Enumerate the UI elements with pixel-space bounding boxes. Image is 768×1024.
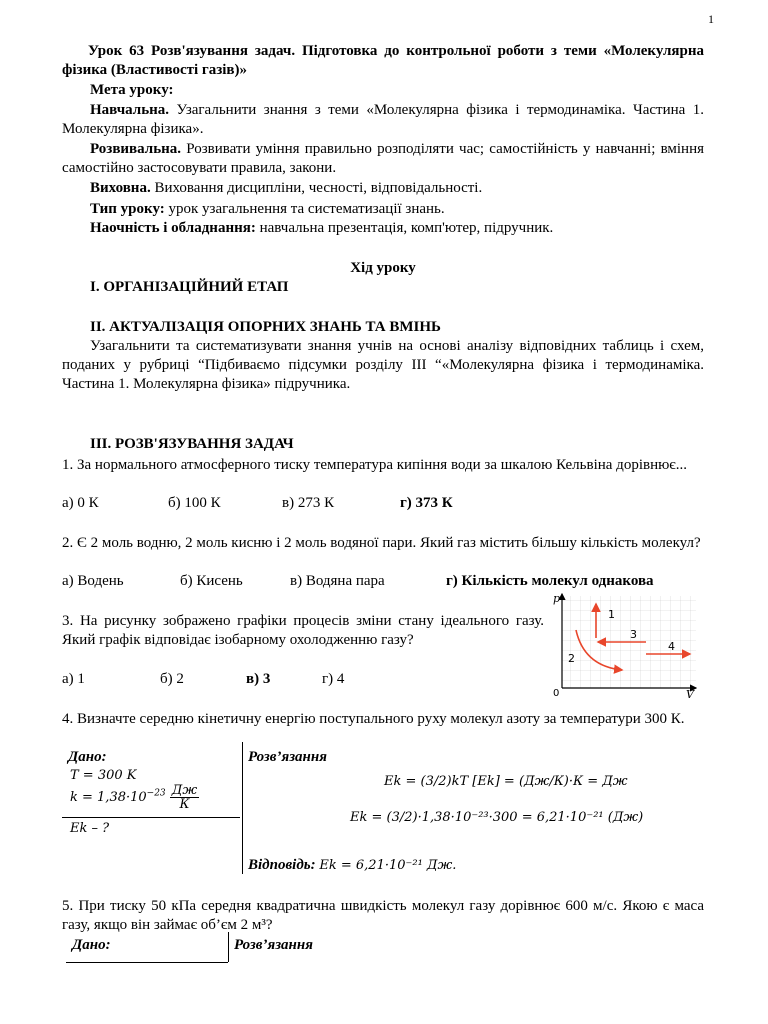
task-4-answer-value: Ek = 6,21·10⁻²¹ Дж. <box>319 858 457 873</box>
upb-label: Виховна. <box>90 180 151 196</box>
task-5-given-label: Дано: <box>72 937 111 953</box>
section-3-heading: III. РОЗВ'ЯЗУВАННЯ ЗАДАЧ <box>90 436 294 452</box>
task-3-option-a: а) 1 <box>62 671 85 687</box>
task-3-option-c: в) 3 <box>246 671 271 687</box>
task-4-given-divider <box>62 817 240 818</box>
edu-label: Навчальна. <box>90 102 170 118</box>
page-number: 1 <box>708 12 714 26</box>
given-k-unit <box>170 784 199 811</box>
task-4-answer <box>248 856 456 875</box>
goal-developmental <box>62 140 704 178</box>
task-4-formula-1: Ek = (3/2)kT [Ek] = (Дж/К)·К = Дж <box>384 774 628 789</box>
goal-label: Мета уроку: <box>90 82 174 98</box>
given-k-base: k = 1,38·10 <box>70 790 147 805</box>
task-2-text: 2. Є 2 моль водню, 2 моль кисню і 2 моль водяної пари. Який газ містить більшу кількість молекул? <box>62 535 701 551</box>
graph-label-4: 4 <box>668 640 675 653</box>
task-4-solution-label: Розв’язання <box>248 749 327 765</box>
task-5-solution-label: Розв’язання <box>234 937 313 953</box>
lesson-title <box>62 42 704 80</box>
equip-label: Наочність і обладнання: <box>90 220 256 236</box>
graph-y-label: p <box>553 592 561 605</box>
upb-text: Виховання дисципліни, чесності, відповідальності. <box>154 180 483 196</box>
section-2-text <box>62 337 704 394</box>
lesson-equipment <box>90 219 553 238</box>
edu-text: Узагальнити знання з теми «Молекулярна фізика і термодинаміка. Частина 1. Молекулярна фізика». <box>62 102 705 137</box>
type-label: Тип уроку: <box>90 201 165 217</box>
task-1-option-b: б) 100 К <box>168 495 221 511</box>
dev-text: Розвивати уміння правильно розподіляти час; самостійність у навчанні; вміння самостійно застосовувати правила, закони. <box>62 141 705 176</box>
task-1-option-c: в) 273 К <box>282 495 335 511</box>
given-k-exp: −23 <box>146 788 166 799</box>
given-k-unit-den: К <box>179 797 190 812</box>
equip-text: навчальна презентація, комп'ютер, підручник. <box>259 220 554 236</box>
course-title: Хід уроку <box>350 260 416 276</box>
task-4-find: Ek – ? <box>70 821 110 836</box>
given-k-unit-num: Дж <box>171 783 198 798</box>
dev-label: Розвивальна. <box>90 141 182 157</box>
goal-upbringing <box>90 179 482 198</box>
graph-x-label: V <box>686 688 694 700</box>
graph-label-1: 1 <box>608 608 615 621</box>
section-2-heading: II. АКТУАЛІЗАЦІЯ ОПОРНИХ ЗНАНЬ ТА ВМІНЬ <box>90 319 441 335</box>
task-4-given-2 <box>70 784 199 811</box>
goal-educational <box>62 101 704 139</box>
task-4-text: 4. Визначте середню кінетичну енергію поступального руху молекул азоту за температури 300 К. <box>62 711 685 727</box>
section-2-body: Узагальнити та систематизувати знання учнів на основі аналізу відповідних таблиць і схем, поданих у рубриці “Підбиваємо підсумки розділу ІІІ “«Молекулярна фізика і термодинаміка. Частина 1. Молекулярна фізика» підручника. <box>62 338 704 392</box>
task-3-graph <box>550 590 700 700</box>
task-3-option-d: г) 4 <box>322 671 345 687</box>
graph-label-2: 2 <box>568 652 575 665</box>
lesson-number: Урок 63 <box>88 43 145 59</box>
graph-label-3: 3 <box>630 628 637 641</box>
graph-origin: 0 <box>553 688 560 699</box>
task-4-given-label: Дано: <box>68 749 107 765</box>
task-5-given-divider <box>66 962 228 963</box>
task-4-answer-label: Відповідь: <box>248 857 316 873</box>
task-5-text: 5. При тиску 50 кПа середня квадратична швидкість молекул газу дорівнює 600 м/с. Якою є маса газу, якщо він займає об’єм 2 м³? <box>62 898 704 933</box>
task-2-option-b: б) Кисень <box>180 573 243 589</box>
lesson-title-text: Розв'язування задач. Підготовка до контрольної роботи з теми «Молекулярна фізика (Властивості газів)» <box>62 43 705 78</box>
task-3-option-b: б) 2 <box>160 671 184 687</box>
task-3-text: 3. На рисунку зображено графіки процесів зміни стану ідеального газу. Який графік відповідає ізобарному охолодженню газу? <box>62 613 544 648</box>
task-4-vertical-divider <box>242 742 243 874</box>
task-2-option-c: в) Водяна пара <box>290 573 385 589</box>
section-1-heading: I. ОРГАНІЗАЦІЙНИЙ ЕТАП <box>90 279 289 295</box>
task-1-option-a: а) 0 К <box>62 495 99 511</box>
task-2-option-a: а) Водень <box>62 573 124 589</box>
task-5-vertical-divider <box>228 932 229 962</box>
task-2-option-d: г) Кількість молекул однакова <box>446 573 654 589</box>
lesson-type <box>90 200 445 219</box>
task-4-given-1: T = 300 K <box>70 768 137 783</box>
task-4-formula-2: Ek = (3/2)·1,38·10⁻²³·300 = 6,21·10⁻²¹ (Дж) <box>350 810 644 825</box>
task-1-text: 1. За нормального атмосферного тиску температура кипіння води за шкалою Кельвіна дорівнює... <box>62 457 687 473</box>
task-1-option-d: г) 373 К <box>400 495 453 511</box>
type-text: урок узагальнення та систематизації знань. <box>168 201 445 217</box>
